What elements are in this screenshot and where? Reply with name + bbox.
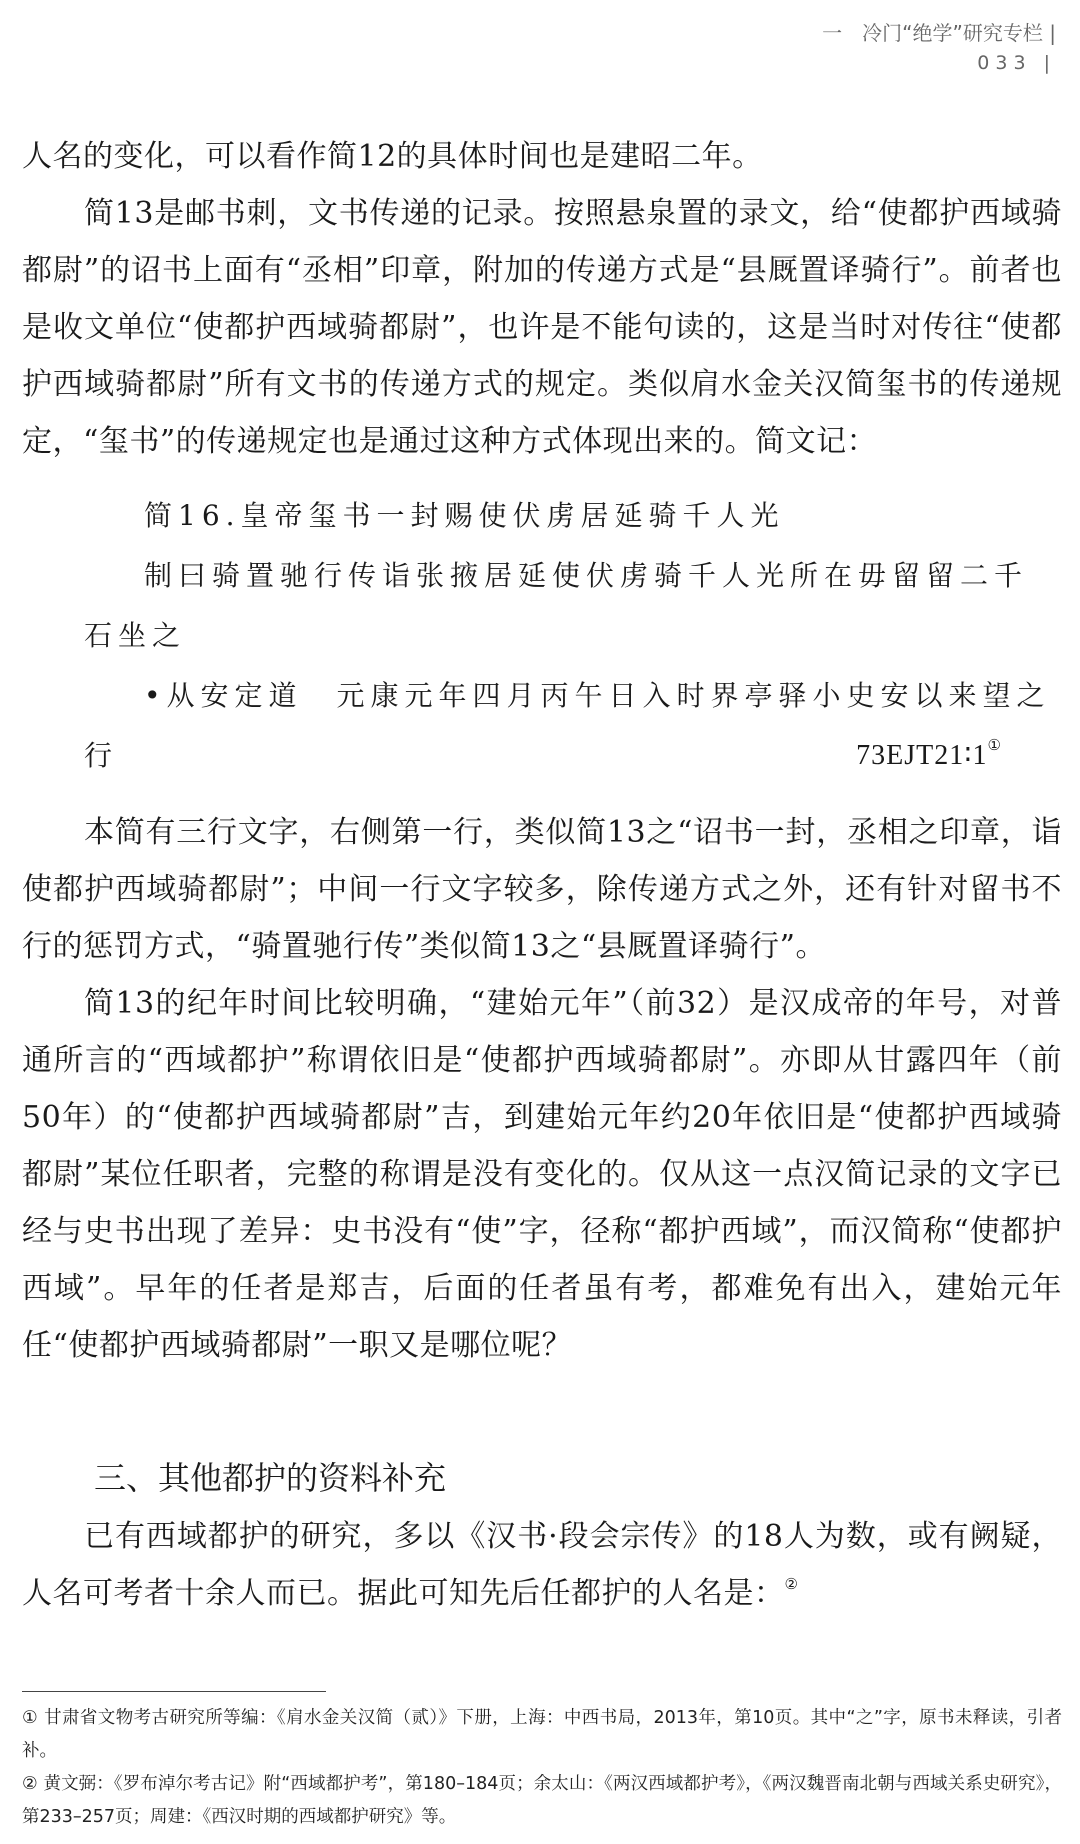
footnote-ref-1[interactable]: ① — [987, 738, 1002, 754]
paragraph-3: 本简有三行文字，右侧第一行，类似简13之“诏书一封，丞相之印章，诣使都护西域骑都尉”；中间一行文字较多，除传递方式之外，还有针对留书不行的惩罚方式，“骑置驰行传”类似简13之“县厩置译骑行”。 — [22, 815, 1062, 964]
slip-line-2: 制曰骑置驰行传诣张掖居延使伏虏骑千人光所在毋留留二千 — [144, 559, 1029, 592]
footnote-ref-2[interactable]: ② — [784, 1575, 799, 1593]
slip-line-1: 简16.皇帝玺书一封赐使伏虏居延骑千人光 — [144, 499, 785, 532]
section-heading: 三、其他都护的资料补充 — [94, 1459, 447, 1497]
paragraph-4: 简13的纪年时间比较明确，“建始元年”（前32）是汉成帝的年号，对普通所言的“西域都护”称谓依旧是“使都护西域骑都尉”。亦即从甘露四年（前50年）的“使都护西域骑都尉”吉，到建始元年约20年依旧是“使都护西域骑都尉”某位任职者，完整的称谓是没有变化的。仅从这一点汉简记录的文字已经与史书出现了差异：史书没有“使”字，径称“都护西域”，而汉简称“使都护西域”。早年的任者是郑吉，后面的任者虽有考，都难免有出入，建始元年任“使都护西域骑都尉”一职又是哪位呢？ — [22, 986, 1062, 1363]
footnote-1: ① 甘肃省文物考古研究所等编：《肩水金关汉简（贰）》下册，上海：中西书局，2013年，第10页。其中“之”字，原书未释读，引者补。 — [22, 1708, 1062, 1761]
slip-line-5-text: 行 — [84, 739, 119, 772]
slip-line-4: •从安定道 元康元年四月丙午日入时界亭驿小史安以来望之 — [144, 679, 1051, 712]
page-number: 033 | — [977, 52, 1056, 74]
footnotes — [22, 1702, 1062, 1834]
slip-line-5 — [22, 726, 1062, 786]
slip-code-text: 73EJT21∶1 — [856, 740, 988, 771]
footnote-rule — [22, 1691, 326, 1692]
slip-line-3: 石坐之 — [84, 619, 187, 652]
paragraph-5-text: 已有西域都护的研究，多以《汉书·段会宗传》的18人为数，或有阙疑，人名可考者十余人而已。据此可知先后任都护的人名是： — [22, 1519, 1062, 1611]
bamboo-slip-quote — [22, 486, 1062, 786]
running-header — [556, 18, 1056, 78]
slip-code — [856, 726, 1002, 786]
article-body — [22, 128, 1062, 1622]
paragraph-5 — [22, 1508, 1062, 1622]
column-title: 一 冷门“绝学”研究专栏 | — [822, 21, 1056, 45]
footnote-2: ② 黄文弼：《罗布淖尔考古记》附“西域都护考”，第180–184页；余太山：《两汉西域都护考》，《两汉魏晋南北朝与西域关系史研究》，第233–257页；周建：《西汉时期的西域都护研究》等。 — [22, 1774, 1062, 1827]
paragraph-2: 简13是邮书刺，文书传递的记录。按照悬泉置的录文，给“使都护西域骑都尉”的诏书上面有“丞相”印章，附加的传递方式是“县厩置译骑行”。前者也是收文单位“使都护西域骑都尉”，也许是不能句读的，这是当时对传往“使都护西域骑都尉”所有文书的传递方式的规定。类似肩水金关汉简玺书的传递规定，“玺书”的传递规定也是通过这种方式体现出来的。简文记： — [22, 196, 1062, 459]
paragraph-1: 人名的变化，可以看作简12的具体时间也是建昭二年。 — [22, 139, 763, 174]
